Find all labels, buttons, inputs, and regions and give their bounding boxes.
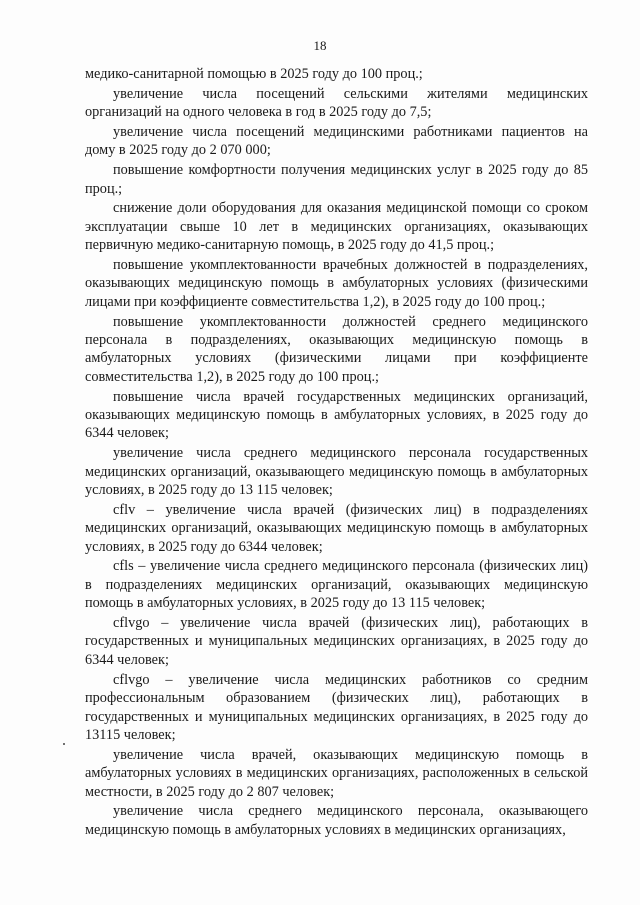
paragraph: cfls – увеличение числа среднего медицинского персонала (физических лиц) в подразделениях медицинских организаций, оказывающих медицинскую помощь в амбулаторных условиях, в 2025 году до 13 115 человек; <box>85 558 588 612</box>
paragraph: повышение числа врачей государственных медицинских организаций, оказывающих медицинскую помощь в амбулаторных условиях, в 2025 году до 6344 человек; <box>85 388 588 442</box>
paragraph: увеличение числа среднего медицинского персонала государственных медицинских организаций, оказывающего медицинскую помощь в амбулаторных условиях, в 2025 году до 13 115 человек; <box>85 445 588 499</box>
page-number: 18 <box>313 38 327 53</box>
paragraph: увеличение числа среднего медицинского персонала, оказывающего медицинскую помощь в амбулаторных условиях в медицинских организациях, <box>85 803 588 838</box>
paragraph: cflvgo – увеличение числа врачей (физических лиц), работающих в государственных и муниципальных медицинских организациях, в 2025 году до 6344 человек; <box>85 615 588 668</box>
paragraph: повышение комфортности получения медицинских услуг в 2025 году до 85 проц.; <box>85 162 588 197</box>
paragraph: cflv – увеличение числа врачей (физических лиц) в подразделениях медицинских организаций, оказывающих медицинскую помощь в амбулаторных условиях, в 2025 году до 6344 человек; <box>85 501 588 555</box>
paragraph: повышение укомплектованности должностей среднего медицинского персонала в подразделениях, оказывающих медицинскую помощь в амбулаторных условиях (физическими лицами при коэффициенте совместительства 1,2), в 2025 году до 100 проц.; <box>85 313 588 385</box>
paragraph: увеличение числа посещений сельскими жителями медицинских организаций на одного человека в год в 2025 году до 7,5; <box>85 85 588 121</box>
paragraph: повышение укомплектованности врачебных должностей в подразделениях, оказывающих медицинскую помощь в амбулаторных условиях (физическими лицами при коэффициенте совместительства 1,2), в 2025 году до 100 проц.; <box>85 257 588 310</box>
paragraph: снижение доли оборудования для оказания медицинской помощи со сроком эксплуатации свыше 10 лет в медицинских организациях, оказывающих первичную медико-санитарную помощь, в 2025 году до 41,5 проц.; <box>85 200 588 254</box>
paragraph: увеличение числа посещений медицинскими работниками пациентов на дому в 2025 году до 2 070 000; <box>85 124 588 159</box>
scan-speck <box>63 743 65 745</box>
paragraph: увеличение числа врачей, оказывающих медицинскую помощь в амбулаторных условиях в медицинских организациях, расположенных в сельской местности, в 2025 году до 2 807 человек; <box>85 746 588 800</box>
document-body <box>85 65 588 841</box>
paragraph: медико-санитарной помощью в 2025 году до 100 проц.; <box>85 66 423 82</box>
paragraph: cflvgo – увеличение числа медицинских работников со средним профессиональным образованием (физических лиц), работающих в государственных и муниципальных медицинских организациях, в 2025 году до 13115 человек; <box>85 671 588 743</box>
